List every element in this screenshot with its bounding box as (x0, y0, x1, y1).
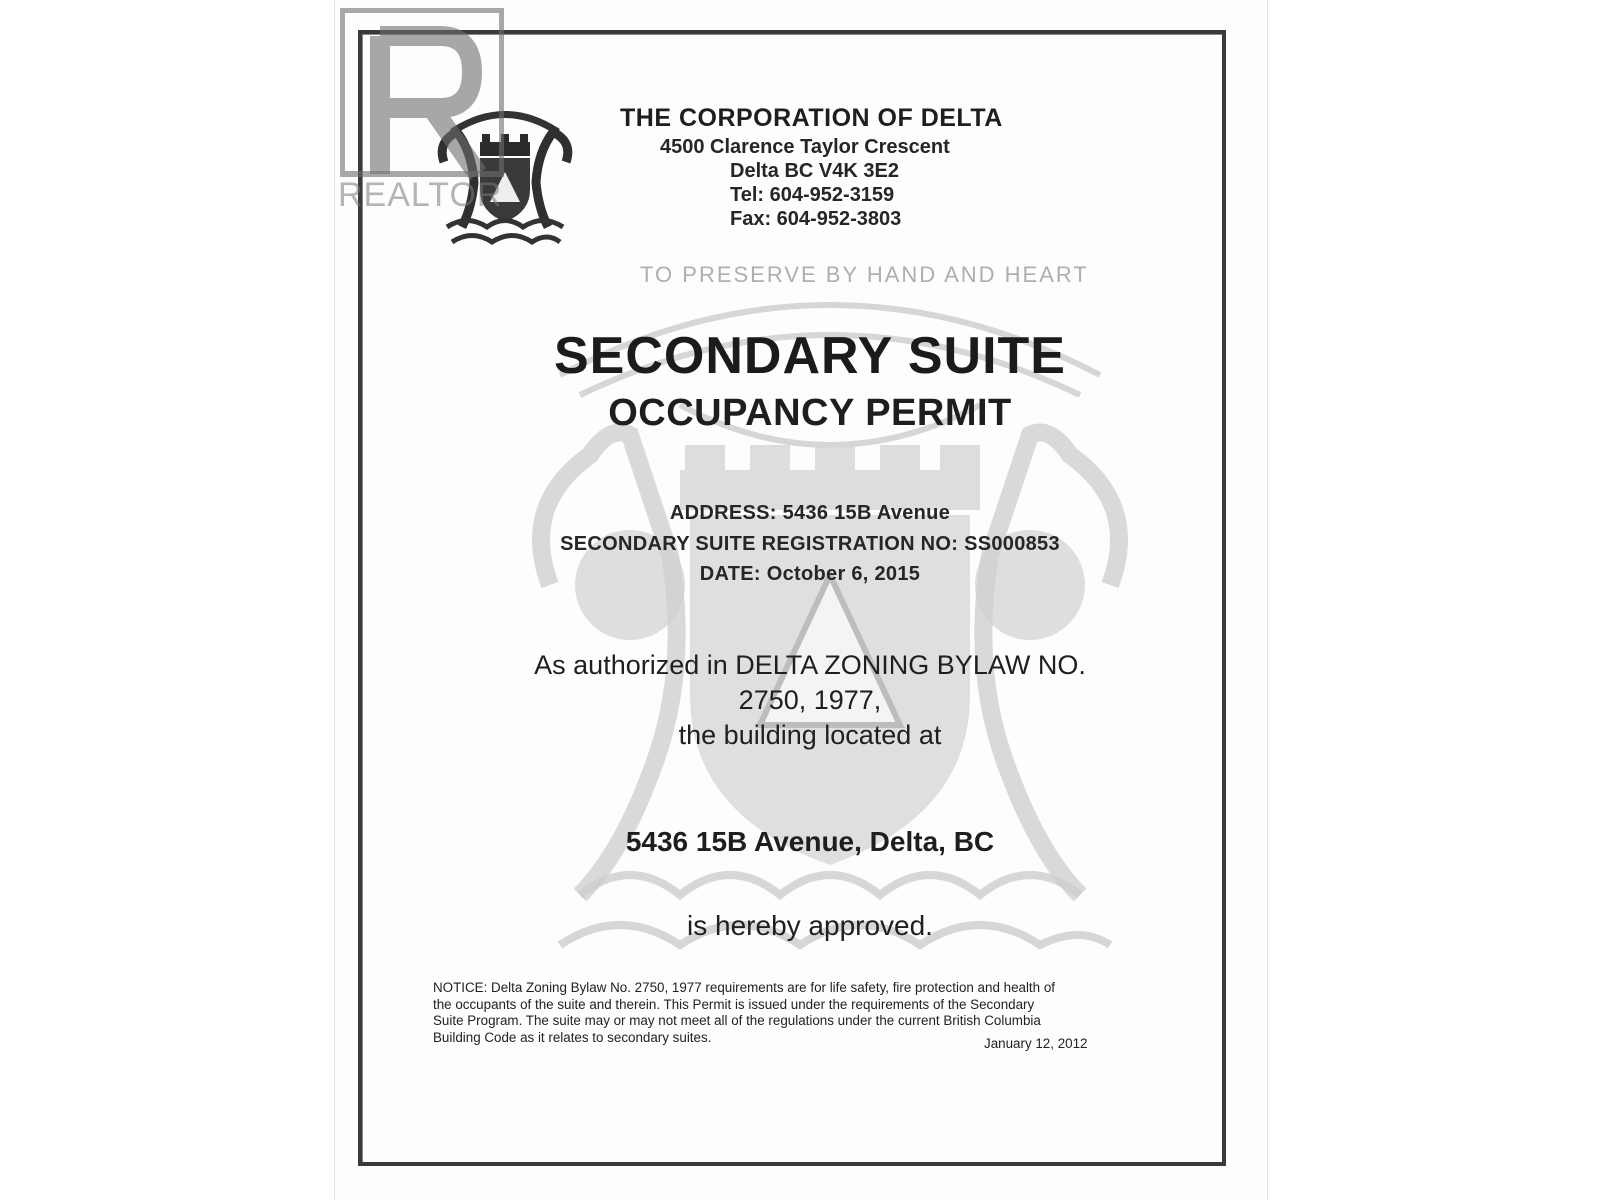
registration-number: SECONDARY SUITE REGISTRATION NO: SS000853 (560, 533, 1060, 555)
permit-subtitle: OCCUPANCY PERMIT (608, 392, 1012, 434)
fax: Fax: 604-952-3803 (730, 208, 902, 230)
approval-statement: is hereby approved. (687, 910, 933, 941)
telephone: Tel: 604-952-3159 (730, 184, 895, 206)
property-address: ADDRESS: 5436 15B Avenue (669, 502, 951, 524)
authorization-line-1: As authorized in DELTA ZONING BYLAW NO. (534, 650, 1086, 680)
authorization-line-3: the building located at (678, 720, 942, 750)
address-line-1: 4500 Clarence Taylor Crescent (660, 136, 950, 158)
address-line-2: Delta BC V4K 3E2 (730, 160, 899, 182)
organization-name: THE CORPORATION OF DELTA (620, 104, 1003, 132)
notice-date: January 12, 2012 (984, 1036, 1088, 1051)
authorization-line-2: 2750, 1977, (738, 685, 882, 715)
permit-title: SECONDARY SUITE (554, 327, 1066, 385)
permit-date: DATE: October 6, 2015 (699, 563, 921, 585)
notice-line: the occupants of the suite and therein. This Permit is issued under the requirements of the Secondary (433, 996, 1035, 1012)
notice-line: NOTICE: Delta Zoning Bylaw No. 2750, 1977 requirements are for life safety, fire protection and health of (433, 980, 1055, 995)
realtor-watermark: REALTOR (338, 176, 503, 214)
crest-motto: TO PRESERVE BY HAND AND HEART (640, 262, 1089, 287)
street-address: 5436 15B Avenue, Delta, BC (625, 826, 995, 857)
notice-line: Suite Program. The suite may or may not meet all of the regulations under the current British Columbia (433, 1013, 1041, 1029)
notice-line: Building Code as it relates to secondary suites. (433, 1029, 712, 1045)
